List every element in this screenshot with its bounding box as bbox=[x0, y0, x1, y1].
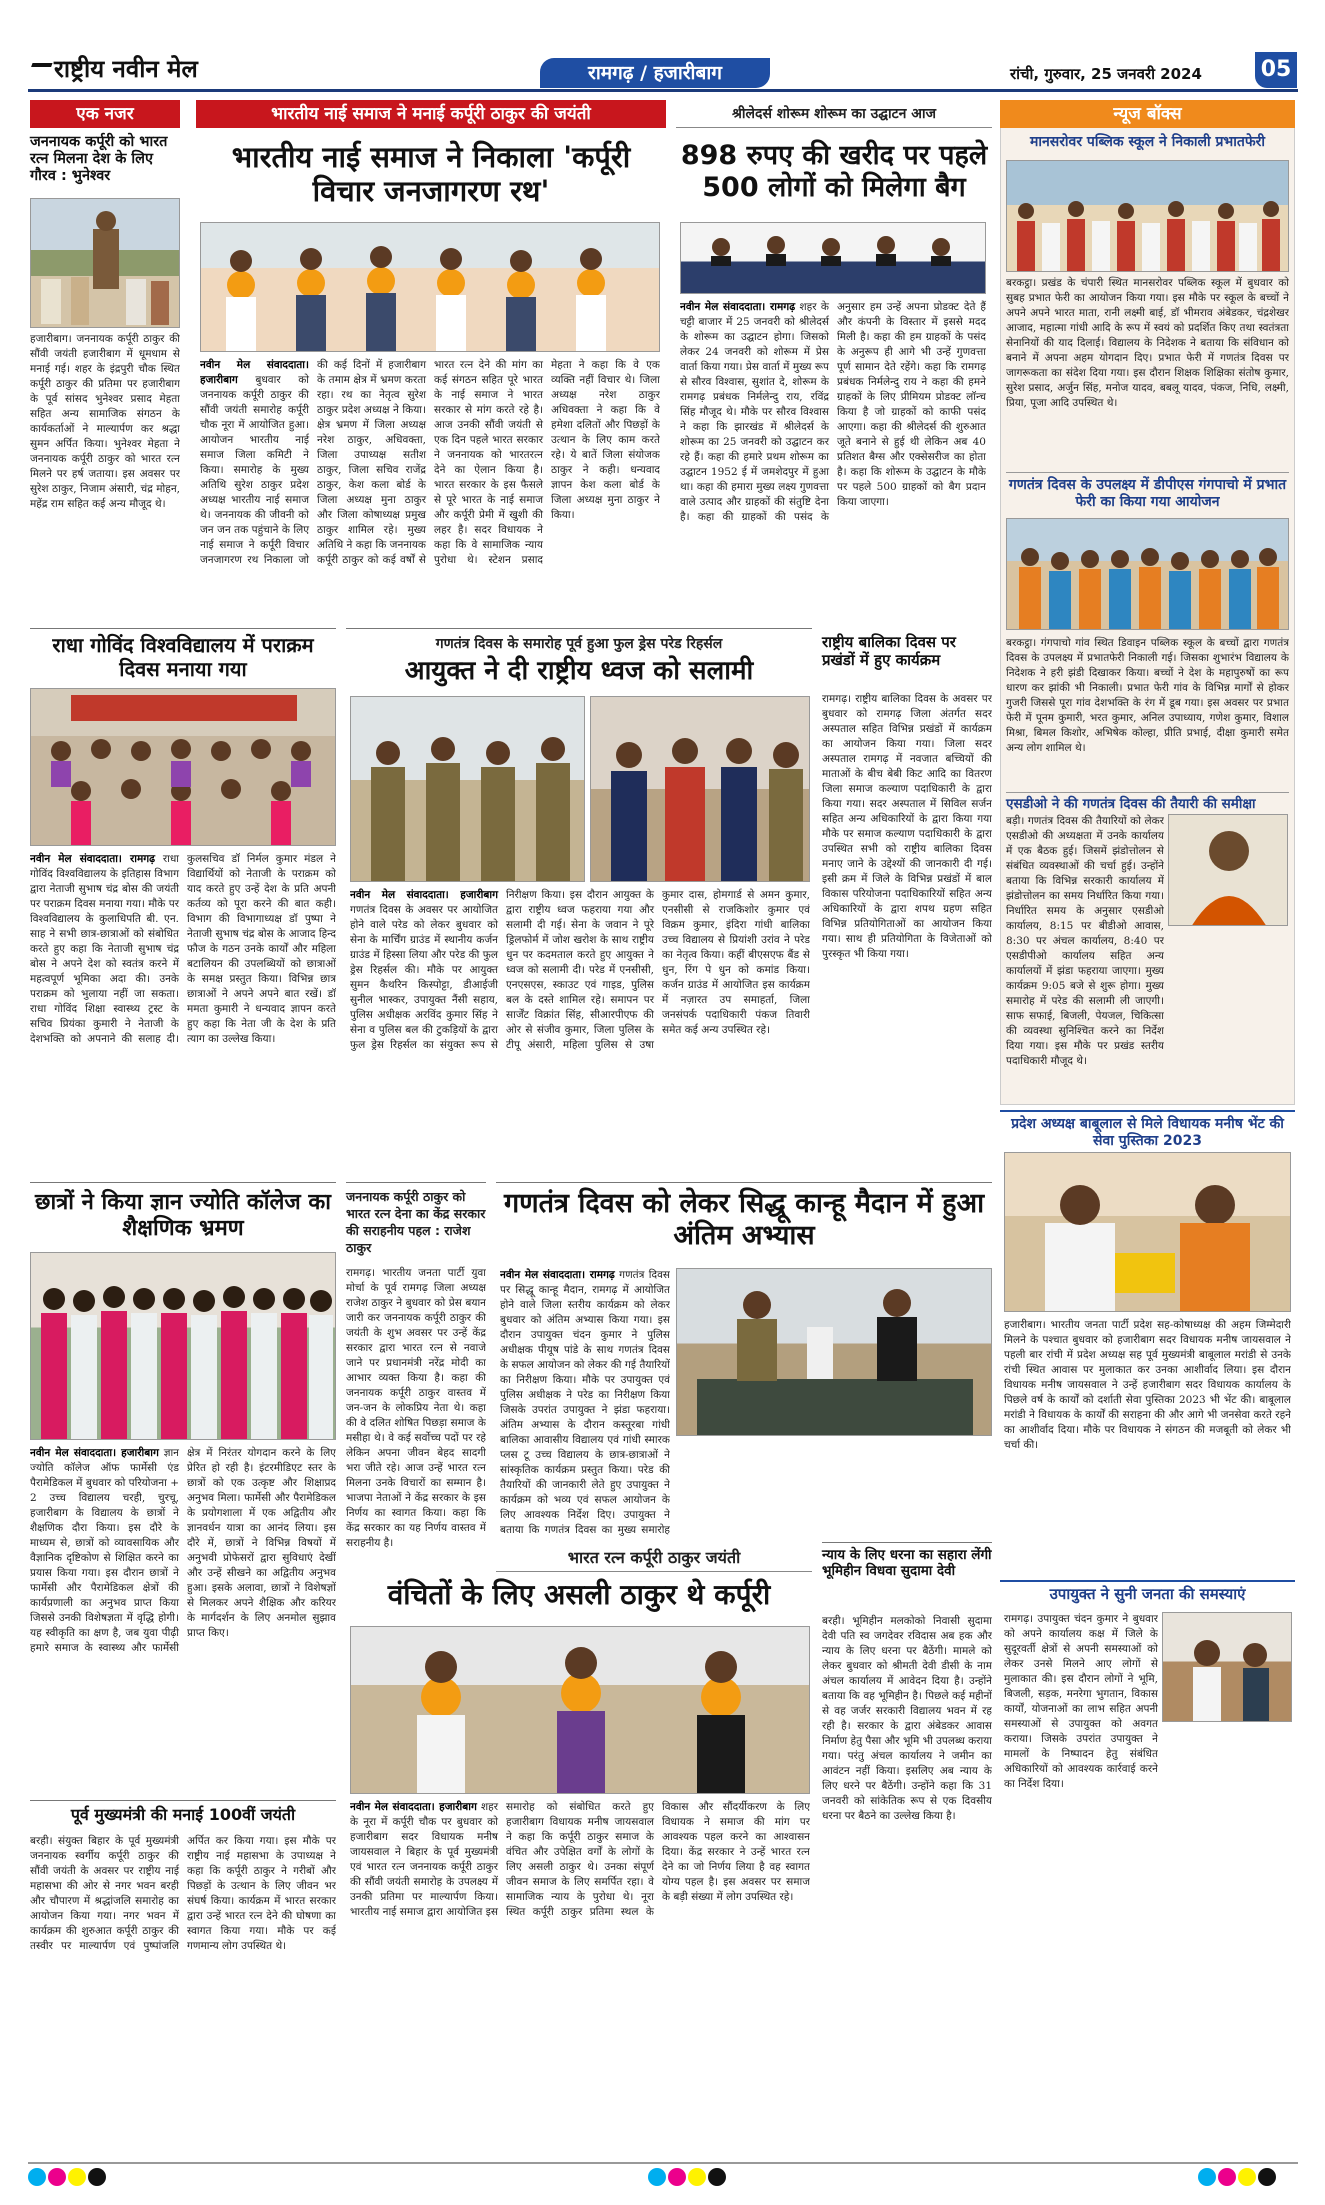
officials-salute-illustration bbox=[591, 697, 810, 882]
color-registration-bar bbox=[28, 2158, 1298, 2184]
chhatra-headline: छात्रों ने किया ज्ञान ज्योति कॉलेज का शैक्षणिक भ्रमण bbox=[35, 1190, 331, 1241]
ek-nazar-body: हजारीबाग। जननायक कर्पूरी ठाकुर की सौंवी जयंती हजारीबाग में धूमधाम से मनाई गई। शहर के इंद्रपुरी चौक स्थित कर्पूरी ठाकुर की प्रतिमा पर हजारीबाग के पूर्व सांसद भुनेश्वर प्रसाद मेहता सहित अन्य सामाजिक संगठन के कार्यकर्ताओं ने माल्यार्पण कर श्रद्धा सुमन अर्पित किया। भुनेश्वर मेहता ने जननायक कर्पूरी ठाकुर को भारत रत्न मिलने पर हर्ष जताया। इस अवसर पर सुरेश ठाकुर, निजाम अंसारी, चंद्र मोहन, महेंद्र राम सहित कई अन्य मौजूद थे। bbox=[30, 333, 180, 510]
bharat-ratna-text: शहर के नूरा में कर्पूरी चौक पर बुधवार को हजारीबाग सदर विधायक मनीष जायसवाल ने बिहार के पूर्व मुख्यमंत्री एवं भारत रत्न जननायक कर्पूरी ठाकुर की सौंवी जयंती समारोह के उपलक्ष्य में उनकी प्रतिमा पर माल्यार्पण किया। भारतीय नाई समाज द्वारा आयोजित इस समारोह को संबोधित करते हुए हजारीबाग विधायक मनीष जायसवाल ने कहा कि कर्पूरी ठाकुर समाज के वंचित और उपेक्षित वर्गों के लोगों के लिए असली ठाकुर थे। उनका संपूर्ण जीवन समाज के लिए समर्पित रहा। वे सामाजिक न्याय के पुरोधा थे। नूरा स्थित कर्पूरी ठाकुर प्रतिमा स्थल के विकास और सौंदर्यीकरण के लिए विधायक ने समाज की मांग पर आवश्यक पहल करने का आश्वासन दिया। केंद्र सरकार ने उन्हें भारत रत्न देने का जो निर्णय लिया है वह स्वागत योग्य पहल है। इस अवसर पर समाज के बड़ी संख्या में लोग उपस्थित रहे। bbox=[350, 1801, 810, 1918]
news-box-headline-2: गणतंत्र दिवस के उपलक्ष्य में डीपीएस गंगपाचो में प्रभात फेरी का किया गया आयोजन bbox=[1006, 472, 1289, 510]
shreeleaders-kicker: श्रीलेदर्स शोरूम शोरूम का उद्घाटन आज bbox=[676, 104, 992, 128]
divider bbox=[346, 1182, 486, 1183]
bharat-ratna-kicker: भारत रत्न कर्पूरी ठाकुर जयंती bbox=[496, 1546, 812, 1572]
police-salute-illustration bbox=[351, 697, 585, 882]
sdo-portrait-illustration bbox=[1169, 815, 1288, 926]
radha-govind-byline: नवीन मेल संवाददाता। रामगढ़ bbox=[30, 853, 156, 865]
ek-nazar-photo bbox=[30, 198, 180, 328]
nai-samaj-kicker: भारतीय नाई समाज ने मनाई कर्पूरी ठाकुर की जयंती bbox=[196, 100, 666, 128]
chhatra-body bbox=[30, 1446, 336, 1794]
group-photo-illustration bbox=[201, 223, 660, 352]
rajesh-thakur-kicker: जननायक कर्पूरी ठाकुर को भारत रत्न देना का केंद्र सरकार की सराहनीय पहल : राजेश ठाकुर bbox=[346, 1189, 486, 1255]
bhudhan-body: बरही। भूमिहीन मलकोको निवासी सुदामा देवी पति स्व जगदेवर रविदास अब हक और न्याय के लिए धरना पर बैठेंगी। मामले को लेकर बुधवार को श्रीमती देवी डीसी के नाम अंचल कार्यालय में आवेदन दिया है। उन्होंने बताया कि वह भूमिहीन है। पिछले कई महीनों से वह जर्जर सरकारी विद्यालय भवन में रह रही है। सरकार के द्वारा अंबेडकर आवास निर्माण हेतु पैसा और भूमि भी उपलब्ध कराया गया। परंतु अंचल कार्यालय ने जमीन का आवंटन नहीं किया। इसलिए अब न्याय के लिए धरने पर बैठेंगी। उन्होंने कहा कि 31 जनवरी को सांकेतिक रूप से एक दिवसीय धरना पर बैठने का उल्लेख किया है। bbox=[822, 1615, 992, 1822]
parade-byline: नवीन मेल संवाददाता। हजारीबाग bbox=[350, 889, 498, 901]
officials-jeep-illustration bbox=[677, 1269, 992, 1436]
news-box-body-2: बरकट्ठा। गंगपाचो गांव स्थित डिवाइन पब्लिक स्कूल के बच्चों द्वारा गणतंत्र दिवस के उपलक्ष्य में प्रभातफेरी निकाली गई। जिसका शुभारंभ विद्यालय के निदेशक ने हरी झंडी दिखाकर किया। बच्चों ने देश के महापुरुषों का रूप धारण कर झांकी भी निकाली। प्रभात फेरी गांव के विभिन्न मार्गों से होकर गुजरी जिससे पूरा गांव देशभक्ति के रंग में डूब गया। इस अवसर पर प्रभात फेरी में पूनम कुमारी, भरत कुमार, अनिल उपाध्याय, गणेश कुमार, विशाल मिश्रा, बिमल किशोर, अभिषेक कोल्हा, प्रीति प्रभाई, दीक्षा कुमारी समेत अन्य लोग शामिल थे। bbox=[1006, 637, 1289, 754]
sidhu-kanhu-text: गणतंत्र दिवस पर सिद्धू कान्हू मैदान, रामगढ़ में आयोजित होने वाले जिला स्तरीय कार्यक्रम को लेकर बुधवार को अंतिम अभ्यास किया गया। इस दौरान उपायुक्त चंदन कुमार ने पुलिस अधीक्षक पीयूष पांडे के साथ गणतंत्र दिवस के सफल आयोजन को लेकर की गई तैयारियों का निरीक्षण किया। मौके पर उपायुक्त एवं पुलिस अधीक्षक ने परेड का निरीक्षण किया जिसके उपरांत उपायुक्त ने झंडा फहराया। अंतिम अभ्यास के दौरान कस्तूरबा गांधी बालिका आवासीय विद्यालय एवं गांधी स्मारक प्लस टू उच्च विद्यालय के छात्र-छात्राओं ने सांस्कृतिक कार्यक्रम प्रस्तुत किया। परेड की तैयारियों की जानकारी लेते हुए उपायुक्त ने कार्यक्रम को भव्य एवं सफल आयोजन के लिए आवश्यक निर्देश दिए। उपायुक्त ने बताया कि गणतंत्र दिवस का मुख्य समारोह bbox=[500, 1269, 670, 1536]
divider bbox=[496, 1182, 992, 1183]
divider bbox=[346, 628, 812, 629]
collector-office-illustration bbox=[1163, 1613, 1292, 1722]
balika-diwas-headline: राष्ट्रीय बालिका दिवस पर प्रखंडों में हुए कार्यक्रम bbox=[822, 633, 956, 669]
nai-samaj-text: बुधवार को जननायक कर्पूरी ठाकुर की सौंवी जयंती समारोह कर्पूरी चौक नूरा में आयोजित हुआ। आयोजन भारतीय नाई समाज जिला कमिटी ने किया। समारोह के मुख्य अतिथि सुरेश ठाकुर प्रदेश अध्यक्ष भारतीय नाई समाज थे। जननायक की जीवनी को जन जन तक पहुंचाने के लिए नाई समाज ने कर्पूरी विचार जनजागरण रथ निकाला जो की कई दिनों में हजारीबाग के तमाम क्षेत्र में भ्रमण करता रहा। रथ का नेतृत्व सुरेश ठाकुर प्रदेश अध्यक्ष ने किया। क्षेत्र भ्रमण में जिला अध्यक्ष नरेश ठाकुर, अधिवक्ता, जिला उपाध्यक्ष सतीश ठाकुर, जिला सचिव राजेंद्र ठाकुर, केश कला बोर्ड के जिला अध्यक्ष मुना ठाकुर और जिला कोषाध्यक्ष प्रमुख ठाकुर शामिल रहे। मुख्य अतिथि ने कहा कि जननायक कर्पूरी ठाकुर को कई वर्षों से भारत रत्न देने की मांग का कई संगठन सहित पूरे भारत के नाई समाज ने भारत सरकार से मांग करते रहे है। आज उनकी सौंवी जयंती से एक दिन पहले भारत सरकार ने जननायक को भारतरत्न देने का ऐलान किया है। भारत सरकार के इस फैसले से पूरे भारत के नाई समाज और कर्पूरी प्रेमी में खुशी की लहर है। सदर विधायक ने कहा कि वे सामाजिक न्याय पुरोधा थे। स्टेशन प्रसाद मेहता ने कहा कि वे एक व्यक्ति नहीं विचार थे। जिला अध्यक्ष नरेश ठाकुर अधिवक्ता ने कहा कि वे हमेशा दलितों और पिछड़ों के उत्थान के लिए काम करते रहे। ये बातें जिला संयोजक ठाकुर ने कही। धन्यवाद ज्ञापन केश कला बोर्ड के जिला अध्यक्ष मुना ठाकुर ने किया। bbox=[200, 359, 660, 566]
bharat-ratna-byline: नवीन मेल संवाददाता। हजारीबाग bbox=[350, 1801, 477, 1813]
parade-photo-1 bbox=[350, 696, 585, 882]
news-box-tag: न्यूज बॉक्स bbox=[1000, 100, 1295, 128]
radha-govind-text: राधा गोविंद विश्वविद्यालय के इतिहास विभाग द्वारा नेताजी सुभाष चंद्र बोस की जयंती पर पराक्रम दिवस मनाया गया। मौके पर विश्वविद्यालय के कुलाधिपति बी. एन. साह ने सभी छात्र-छात्राओं को संबोधित करते हुए कहा कि नेताजी सुभाष चंद्र बोस ने अपने देश को स्वतंत्र करने में महत्वपूर्ण भूमिका अदा की। उनके पराक्रम को भुलाया नहीं जा सकता। राधा गोविंद शिक्षा स्वास्थ्य ट्रस्ट के सचिव प्रियंका कुमारी ने नेताजी के देशभक्ति को अपनाने की सलाह दी। कुलसचिव डॉ निर्मल कुमार मंडल ने विद्यार्थियों को नेताजी के पराक्रम को याद करते हुए उन्हें देश के प्रति अपनी कर्तव्य को पूरा करने की बात कही। विभाग की विभागाध्यक्ष डॉ पुष्पा ने नेताजी सुभाष चंद्र बोस के आजाद हिन्द फौज के गठन उनके कार्यों और महिला बटालियन की उपलब्धियों को छात्राओं के समक्ष प्रस्तुत किया। विभिन्न छात्र छात्राओं ने अपने अपने बात रखें। डॉ ममता कुमारी ने धन्यवाद ज्ञापन करते हुए कहा कि नेता जी के देश के प्रति त्याग का उल्लेख किया। bbox=[30, 853, 336, 1045]
nai-samaj-photo bbox=[200, 222, 660, 352]
shreeleaders-text: शहर के चट्टी बाजार में 25 जनवरी को श्रीलेदर्स के शोरूम का उद्घाटन होगा। जिसको लेकर 24 जनवरी को शोरूम में प्रेस वार्ता किया गया। प्रेस वार्ता में मुख्य रूप से सौरव विश्वास, सुशांत दे, शोरूम के रामगढ़ प्रबंधक निर्मलेन्दु राय, रविंद्र सिंह मौजूद थे। मौके पर सौरव विश्वास ने कहा कि झारखंड में श्रीलेदर्स के शोरूम का 25 जनवरी को उद्घाटन कर रहे हैं। कहा की हमारे प्रथम शोरूम का उद्घाटन 1952 ई में जमशेदपुर में हुआ था। कहा की हमारा मुख्य लक्ष्य गुणवत्ता वाले उत्पाद और ग्राहकों की संतुष्टि देना है। कहा की ग्राहकों की पसंद के अनुसार हम उन्हें अपना प्रोडक्ट देते हैं और कंपनी के विस्तार में इससे मदद मिली है। कहा की हम ग्राहकों के पसंद के अनुरूप ही आगे भी उन्हें गुणवत्ता पूर्ण सामान देते रहेंगे। कहा कि रामगढ़ प्रबंधक निर्मलेन्दु राय ने कहा की हमने ग्राहकों के लिए प्रीमियम प्रोडक्ट लॉन्च किया है जो ग्राहकों को काफी पसंद आएगा। कहा की श्रीलेदर्स की शुरुआत जूते बनाने से हुई थी लेकिन अब 40 प्रतिशत बैग्स और एक्सेसरीज का होता है। कहा कि शोरूम के उद्घाटन के मौके पर पहले 500 ग्राहकों को बैग प्रदान किया जाएगा। bbox=[680, 301, 986, 523]
ek-nazar-headline: जननायक कर्पूरी को भारत रत्न मिलना देश के लिए गौरव : भुनेश्वर bbox=[30, 134, 168, 185]
upayukt-body: रामगढ़। उपायुक्त चंदन कुमार ने बुधवार को अपने कार्यालय कक्ष में जिले के सुदूरवर्ती क्षेत्रों से अपनी समस्याओं को लेकर उनसे मिलने आए लोगों से मुलाकात की। इस दौरान लोगों ने भूमि, बिजली, सड़क, मनरेगा भुगतान, विकास कार्यों, योजनाओं का लाभ सहित अपनी समस्याओं से उपायुक्त को अवगत कराया। जिसके उपरांत उपायुक्त ने मामलों के निष्पादन हेतु संबंधित अधिकारियों को आवश्यक कार्रवाई करने का निर्देश दिया। bbox=[1004, 1613, 1158, 1790]
news-box-body-1: बरकट्ठा। प्रखंड के चंपारी स्थित मानसरोवर पब्लिक स्कूल में बुधवार को सुबह प्रभात फेरी का आयोजन किया गया। इस मौके पर स्कूल के बच्चों ने अपने अपने भारत माता, रानी लक्ष्मी बाई, डॉ भीमराव अंबेडकर, चंद्रशेखर आजाद, महात्मा गांधी आदि के रूप में स्वयं को प्रदर्शित किए तथा स्वतंत्रता सेनानियों की याद दिलाई। विद्यालय के निदेशक ने बताया कि संविधान को बनाने में अपना अहम योगदान दिए। प्रभात फेरी में गणतंत्र दिवस पर जागरूकता का संदेश दिया गया। इस दौरान शिक्षक शिक्षिका संतोष कुमार, सुरेश प्रसाद, अर्जुन सिंह, मनोज यादव, बबलू यादव, पंकज, निधि, लक्ष्मी, प्रिया, पूजा आदि उपस्थित थे। bbox=[1006, 277, 1289, 409]
shreeleaders-body bbox=[680, 300, 986, 622]
purv-cm-headline: पूर्व मुख्यमंत्री की मनाई 100वीं जयंती bbox=[70, 1805, 296, 1824]
pradesh-adhyaksh-body: हजारीबाग। भारतीय जनता पार्टी प्रदेश सह-कोषाध्यक्ष की अहम जिम्मेदारी मिलने के पश्चात बुधवार को हजारीबाग सदर विधायक मनीष जायसवाल ने पहली बार रांची में प्रदेश अध्यक्ष सह पूर्व मुख्यमंत्री बाबूलाल मरांडी से उनके रांची स्थित आवास पर मुलाकात कर उनका आशीर्वाद लिया। इस दौरान विधायक मनीष जायसवाल ने उन्हें हजारीबाग सदर विधायक कार्यालय के पिछले वर्ष के कार्यों को दर्शाती सेवा पुस्तिका 2023 भी भेंट की। बाबूलाल मरांडी ने विधायक के कार्यों की सराहना की और आगे भी जनसेवा करते रहने का आशीर्वाद दिया। मौके पर विधायक ने संगठन की मजबूती को लेकर भी चर्चा की। bbox=[1004, 1319, 1291, 1451]
bird-icon bbox=[27, 63, 52, 77]
nai-samaj-body bbox=[200, 358, 660, 622]
page-number: 05 bbox=[1255, 52, 1297, 88]
nai-samaj-byline: नवीन मेल संवाददाता। हजारीबाग bbox=[200, 359, 309, 386]
bhudhan-headline: न्याय के लिए धरना का सहारा लेंगी भूमिहीन विधवा सुदामा देवी bbox=[822, 1547, 992, 1579]
shreeleaders-headline: 898 रुपए की खरीद पर पहले 500 लोगों को मिलेगा बैग bbox=[680, 140, 988, 203]
divider bbox=[822, 1542, 992, 1543]
sidhu-kanhu-body-lead bbox=[500, 1268, 670, 1538]
radha-govind-body bbox=[30, 852, 336, 1174]
upayukt-photo bbox=[1162, 1612, 1292, 1722]
parade-photo-2 bbox=[590, 696, 810, 882]
bharat-ratna-headline: वंचितों के लिए असली ठाकुर थे कर्पूरी bbox=[387, 1578, 771, 1611]
press-conference-illustration bbox=[681, 223, 986, 294]
pradesh-adhyaksh-headline: प्रदेश अध्यक्ष बाबूलाल से मिले विधायक मनीष भेंट की सेवा पुस्तिका 2023 bbox=[1000, 1110, 1295, 1149]
masthead: राष्ट्रीय नवीन मेल bbox=[30, 52, 198, 85]
shreeleaders-photo bbox=[680, 222, 986, 294]
upayukt-headline: उपायुक्त ने सुनी जनता की समस्याएं bbox=[1000, 1580, 1295, 1604]
divider bbox=[30, 1800, 336, 1801]
prabhat-pheri-illustration bbox=[1007, 519, 1289, 630]
chhatra-photo bbox=[30, 1252, 336, 1440]
sidhu-kanhu-byline: नवीन मेल संवाददाता। रामगढ़ bbox=[500, 1269, 615, 1281]
dateline: रांची, गुरुवार, 25 जनवरी 2024 bbox=[1010, 65, 1202, 83]
bharat-ratna-photo bbox=[350, 1626, 810, 1794]
sdo-body: बड़ी। गणतंत्र दिवस की तैयारियों को लेकर एसडीओ की अध्यक्षता में उनके कार्यालय में एक बैठक हुई। जिसमें झंडोत्तोलन से संबंधित व्यवस्थाओं की चर्चा हुई। उन्होंने बताया कि विभिन्न सरकारी कार्यालय में झंडोत्तोलन का समय निर्धारित किया गया। निर्धारित समय के अनुसार एसडीओ कार्यालय, 8:15 पर बीडीओ आवास, 8:30 पर अंचल कार्यालय, 8:40 पर एसडीपीओ कार्यालय सहित अन्य कार्यालयों में झंडा फहराया जाएगा। मुख्य कार्यक्रम 9:05 बजे से शुरू होगा। मुख्य समारोह में परेड की सलामी ली जाएगी। साफ सफाई, बिजली, पेयजल, चिकित्सा की व्यवस्था सुनिश्चित करने का निर्देश दिया गया। इस मौके पर प्रखंड स्तरीय पदाधिकारी मौजूद थे। bbox=[1006, 815, 1164, 1067]
section-band: रामगढ़ / हजारीबाग bbox=[540, 58, 770, 88]
divider bbox=[30, 1182, 336, 1183]
radha-govind-headline: राधा गोविंद विश्वविद्यालय में पराक्रम दिवस मनाया गया bbox=[52, 633, 314, 681]
sdo-photo bbox=[1168, 814, 1288, 926]
news-box-headline-1: मानसरोवर पब्लिक स्कूल ने निकाली प्रभातफेरी bbox=[1029, 134, 1266, 150]
purv-cm-body: बरही। संयुक्त बिहार के पूर्व मुख्यमंत्री जननायक स्वर्गीय कर्पूरी ठाकुर की सौंवी जयंती के अवसर पर राष्ट्रीय नाई महासभा की ओर से नगर भवन बरही और चौपारण में श्रद्धांजलि समारोह का आयोजन किया गया। नगर भवन में कार्यक्रम की शुरुआत कर्पूरी ठाकुर की तस्वीर पर माल्यार्पण एवं पुष्पांजलि अर्पित कर किया गया। इस मौके पर राष्ट्रीय नाई महासभा के उपाध्यक्ष ने कहा कि कर्पूरी ठाकुर ने गरीबों और पिछड़ों के उत्थान के लिए जीवन भर संघर्ष किया। कार्यक्रम में भारत सरकार द्वारा उन्हें भारत रत्न देने की घोषणा का स्वागत किया गया। मौके पर कई गणमान्य लोग उपस्थित थे। bbox=[30, 1835, 336, 1952]
divider bbox=[30, 628, 336, 629]
chhatra-byline: नवीन मेल संवाददाता। हजारीबाग bbox=[30, 1447, 159, 1459]
shreeleaders-byline: नवीन मेल संवाददाता। रामगढ़ bbox=[680, 301, 796, 313]
parade-headline: आयुक्त ने दी राष्ट्रीय ध्वज को सलामी bbox=[404, 656, 754, 686]
students-college-illustration bbox=[31, 1253, 336, 1440]
nai-samaj-headline: भारतीय नाई समाज ने निकाला 'कर्पूरी विचार जनजागरण रथ' bbox=[231, 140, 631, 209]
ek-nazar-tag: एक नजर bbox=[30, 100, 180, 128]
bharat-ratna-body bbox=[350, 1800, 810, 2148]
statue-photo-illustration bbox=[31, 199, 180, 328]
balika-diwas-body: रामगढ़। राष्ट्रीय बालिका दिवस के अवसर पर बुधवार को रामगढ़ जिला अंतर्गत सदर अस्पताल सहित विभिन्न प्रखंडों में कार्यक्रम का आयोजन किया गया। जिला सदर अस्पताल रामगढ़ में नवजात बच्चियों की माताओं के बीच बेबी किट आदि का वितरण जिला समाज कल्याण पदाधिकारी के द्वारा किया गया। सदर अस्पताल में सिविल सर्जन सहित अन्य अधिकारियों के द्वारा किया गया मौके पर समाज कल्याण पदाधिकारी के द्वारा उपस्थित सभी को राष्ट्रीय बालिका दिवस मनाए जाने के उद्देश्यों की जानकारी दी गई। इसी क्रम में जिले के विभिन्न प्रखंडों में बाल विकास परियोजना पदाधिकारियों सहित अन्य अधिकारियों के द्वारा शपथ ग्रहण सहित विभिन्न प्रतियोगिताओं का आयोजन किया गया। साथ ही प्रतियोगिता के विजेताओं को पुरस्कृत भी किया गया। bbox=[822, 693, 992, 960]
garland-ceremony-illustration bbox=[351, 1627, 810, 1794]
rajesh-thakur-body: रामगढ़। भारतीय जनता पार्टी युवा मोर्चा के पूर्व रामगढ़ जिला अध्यक्ष राजेश ठाकुर ने बुधवार को प्रेस बयान जारी कर जननायक कर्पूरी ठाकुर की जयंती के शुभ अवसर पर उन्हें केंद्र सरकार द्वारा भारत रत्न से नवाजे जाने पर प्रधानमंत्री नरेंद्र मोदी का आभार व्यक्त किया है। कहा की जननायक कर्पूरी ठाकुर वास्तव में जन-जन के लोकप्रिय नेता थे। कहा की वे दलित शोषित पिछड़ा समाज के मसीहा थे। वे कई सर्वोच्च पदों पर रहे लेकिन अपना जीवन बेहद सादगी भरा जीते रहे। आज उन्हें भारत रत्न मिलना उनके विचारों का सम्मान है। भाजपा नेताओं ने केंद्र सरकार के इस निर्णय का स्वागत किया। कहा कि केंद्र सरकार का यह निर्णय वास्तव में सराहनीय है। bbox=[346, 1267, 486, 1549]
meeting-illustration bbox=[1005, 1153, 1291, 1312]
chhatra-text: ज्ञान ज्योति कॉलेज ऑफ फार्मेसी एंड पैरामेडिकल में बुधवार को परियोजना + 2 उच्च विद्यालय चरही, चुरचू, हजारीबाग के विद्यालय के छात्रों ने शैक्षणिक दौरा किया। इस दौरे के माध्यम से, छात्रों को व्यावसायिक और वैज्ञानिक दृष्टिकोण से शिक्षित करने का प्रयास किया गया। इस दौरान छात्रों ने फार्मेसी और पैरामेडिकल क्षेत्रों की कार्यप्रणाली का अनुभव प्राप्त किया जिससे उनकी विशेषज्ञता में वृद्धि होगी। यह स्वीकृति का क्षण है, जब युवा पीढ़ी हमारे समाज के स्वास्थ्य और फार्मेसी क्षेत्र में निरंतर योगदान करने के लिए प्रेरित हो रही है। इंटरमीडिएट स्तर के छात्रों को एक उत्कृष्ट और शिक्षाप्रद अनुभव मिला। फार्मेसी और पैरामेडिकल के प्रयोगशाला में एक अद्वितीय और ज्ञानवर्धन यात्रा का आनंद लिया। इस दौरे में, छात्रों ने विभिन्न विषयों में अनुभवी प्रोफेसरों द्वारा सुविधाएं देखीं और उन्हें सीखने का अद्वितीय अनुभव हुआ। इसके अलावा, छात्रों ने विशेषज्ञों से मिलकर अपने शैक्षिक और करियर के मार्गदर्शन के लिए अनमोल सुझाव प्राप्त किए। bbox=[30, 1447, 336, 1654]
parade-text: गणतंत्र दिवस के अवसर पर आयोजित होने वाले परेड को लेकर बुधवार को सेना के मार्चिंग ग्राउंड में स्थानीय कर्जन ग्राउंड में हिस्सा लिया और परेड की फुल ड्रेस रिहर्सल की। मौके पर आयुक्त सुमन कैथरिन किस्पोट्टा, डीआईजी सुनील भास्कर, उपायुक्त नैंसी सहाय, पुलिस अधीक्षक अरविंद कुमार सिंह ने सेना व पुलिस बल की टुकड़ियों के द्वारा फुल ड्रेस रिहर्सल का संयुक्त रूप से निरीक्षण किया। इस दौरान आयुक्त के द्वारा राष्ट्रीय ध्वज फहराया गया और सलामी दी गई। सेना के जवान ने पूरे ड्रिलफोर्म में जोश खरोश के साथ राष्ट्रीय धुन पर कदमताल करते हुए आयुक्त ने ध्वज को सलामी दी। परेड में एनसीसी, एनएसएस, स्काउट एवं गाइड, पुलिस बल के दस्ते शामिल रहे। समापन पर सार्जेंट विक्रांत सिंह, सीआरपीएफ की ओर से संजीव कुमार, जिला पुलिस के टीपू अंसारी, महिला पुलिस से उषा कुमार दास, होमगार्ड से अमन कुमार, एनसीसी से राजकिशोर कुमार एवं विक्रम कुमार, इंदिरा गांधी बालिका उच्च विद्यालय से प्रियांशी उरांव ने परेड का नेतृत्व किया। कहीं बीएसएफ बैंड से धुन, रिंग पे धुन को कमांड किया। कर्जन ग्राउंड में आयोजित इस कार्यक्रम में नज़ारत उप समाहर्ता, जिला जनसंपर्क पदाधिकारी पंकज तिवारी समेत कई अन्य उपस्थित रहे। bbox=[350, 889, 810, 1051]
news-box-photo-1 bbox=[1006, 160, 1289, 272]
radha-govind-photo bbox=[30, 688, 336, 846]
news-box-photo-2 bbox=[1006, 518, 1289, 630]
parade-kicker: गणतंत्र दिवस के समारोह पूर्व हुआ फुल ड्रेस परेड रिहर्सल bbox=[435, 636, 723, 652]
sidhu-kanhu-photo bbox=[676, 1268, 992, 1436]
students-group-illustration bbox=[31, 689, 336, 846]
pradesh-adhyaksh-photo bbox=[1004, 1152, 1291, 1312]
sdo-headline: एसडीओ ने की गणतंत्र दिवस की तैयारी की समीक्षा bbox=[1006, 792, 1289, 813]
parade-body bbox=[350, 888, 810, 1178]
sidhu-kanhu-headline: गणतंत्र दिवस को लेकर सिद्धू कान्हू मैदान में हुआ अंतिम अभ्यास bbox=[503, 1188, 985, 1251]
school-children-illustration bbox=[1007, 161, 1289, 272]
